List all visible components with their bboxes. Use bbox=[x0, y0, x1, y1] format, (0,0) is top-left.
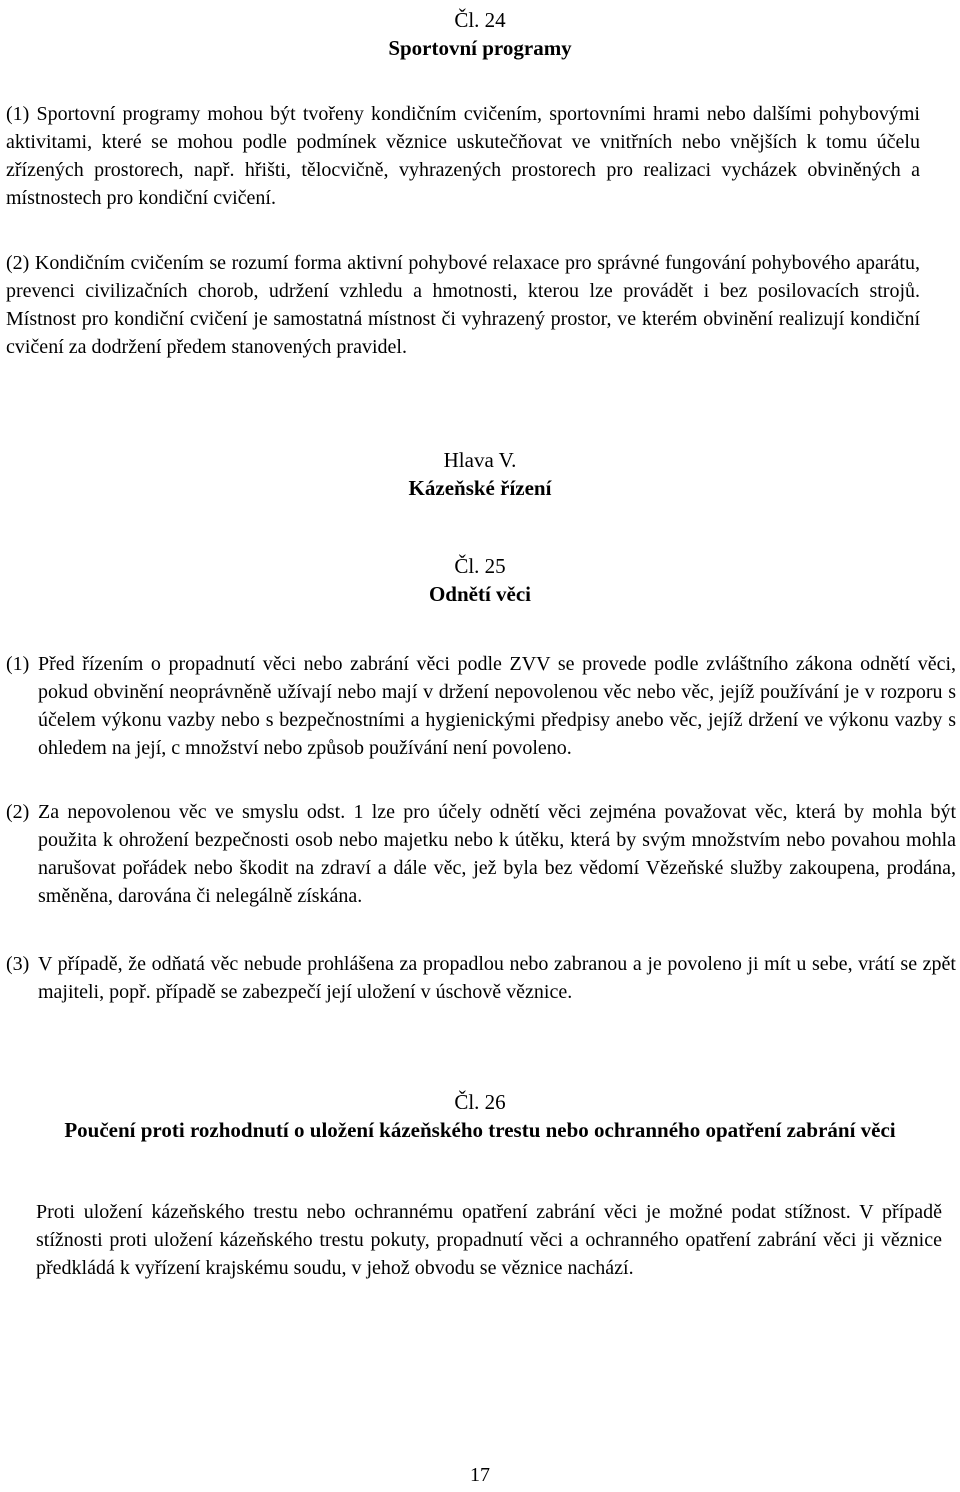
article-25-heading: Čl. 25 bbox=[454, 554, 506, 578]
article-24-heading: Čl. 24 bbox=[454, 8, 506, 32]
article-24-title: Sportovní programy bbox=[388, 36, 572, 60]
article-24-paragraph-1: (1) Sportovní programy mohou být tvořeny kondičním cvičením, sportovními hrami nebo dalšími pohybovými aktivitami, které se mohou podle podmínek věznice uskutečňovat ve vnitřních nebo vnějších k tomu účelu zřízených prostorech, např. hřišti, tělocvičně, vyhrazených prostorech pro realizaci vycházek obviněných a místnostech pro kondiční cvičení. bbox=[6, 103, 920, 209]
article-25-title: Odnětí věci bbox=[428, 582, 532, 606]
article-25-item-3 bbox=[6, 950, 956, 1006]
item-number: (3) bbox=[6, 953, 30, 975]
item-text: Před řízením o propadnutí věci nebo zabrání věci podle ZVV se provede podle zvláštního zákona odnětí věci, pokud obvinění neoprávněně užívají nebo mají v držení nepovolenou věc nebo věc, jejíž používání je v rozporu s účelem výkonu vazby nebo s bezpečnostními a hygienickými předpisy anebo věc, jejíž držení ve výkonu vazby s ohledem na její, c množství nebo způsob používání není povoleno. bbox=[38, 653, 956, 759]
item-text: Za nepovolenou věc ve smyslu odst. 1 lze pro účely odnětí věci zejména považovat věc, která by mohla být použita k ohrožení bezpečnosti osob nebo majetku nebo k útěku, která by svým množstvím nebo povahou mohla narušovat pořádek nebo škodit na zdraví a dále věc, jež byla bez vědomí Vězeňské služby zakoupena, prodána, směněna, darována či nelegálně získána. bbox=[38, 801, 956, 907]
item-text: V případě, že odňatá věc nebude prohlášena za propadlou nebo zabranou a je povoleno ji mít u sebe, vrátí se zpět majiteli, popř. případě se zabezpečí její uložení v úschově věznice. bbox=[38, 953, 956, 1003]
hlava-title: Kázeňské řízení bbox=[408, 476, 552, 500]
item-number: (2) bbox=[6, 801, 30, 823]
article-24-paragraph-2: (2) Kondičním cvičením se rozumí forma aktivní pohybové relaxace pro správné fungování pohybového aparátu, prevenci civilizačních chorob, udržení vzhledu a hmotnosti, kterou lze provádět i bez posilovacích strojů. Místnost pro kondiční cvičení je samostatná místnost či vyhrazený prostor, ve kterém obvinění realizují kondiční cvičení za dodržení předem stanovených pravidel. bbox=[6, 252, 920, 358]
item-number: (1) bbox=[6, 653, 30, 675]
article-26-title: Poučení proti rozhodnutí o uložení kázeňského trestu nebo ochranného opatření zabrání věci bbox=[64, 1118, 896, 1142]
article-25-item-2 bbox=[6, 798, 956, 910]
article-26-paragraph: Proti uložení kázeňského trestu nebo ochrannému opatření zabrání věci je možné podat stížnost. V případě stížnosti proti uložení kázeňského trestu pokuty, propadnutí věci a ochranného opatření zabrání věci ji věznice předkládá k vyřízení krajskému soudu, v jehož obvodu se věznice nachází. bbox=[36, 1201, 942, 1279]
article-26-heading: Čl. 26 bbox=[454, 1090, 506, 1114]
article-25-item-1 bbox=[6, 650, 956, 762]
hlava-heading: Hlava V. bbox=[443, 448, 517, 472]
page-number: 17 bbox=[470, 1464, 490, 1486]
